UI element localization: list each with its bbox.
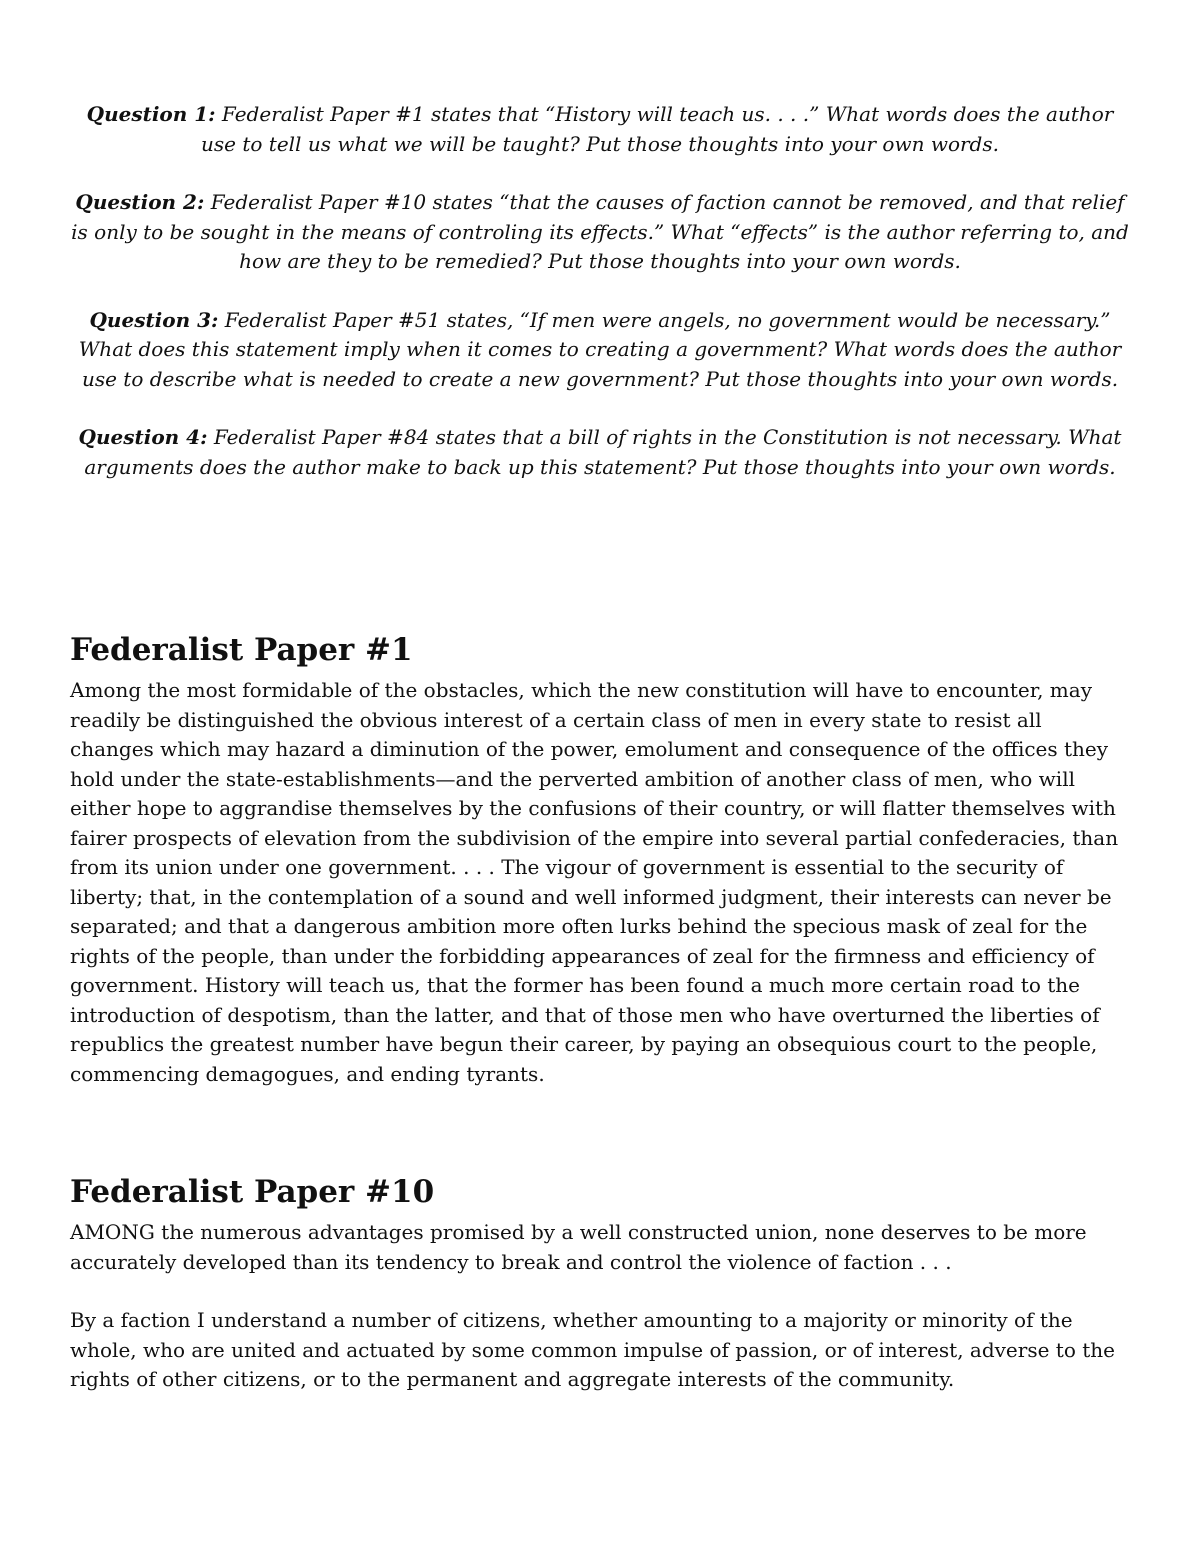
section-paragraph: AMONG the numerous advantages promised by a well constructed union, none deserves to be more accurately developed than its tendency to break and control the violence of faction . . . — [70, 1220, 1087, 1274]
question-label: Question 3: — [89, 307, 219, 332]
question-label: Question 4: — [78, 425, 208, 449]
section-paragraph: By a faction I understand a number of citizens, whether amounting to a majority or minority of the whole, who are united and actuated by some common impulse of passion, or of interest, adverse to the rights of other citizens, or to the permanent and aggregate interests of the community. — [70, 1308, 1115, 1391]
question-label: Question 1: — [86, 102, 216, 126]
section-title: Federalist Paper #10 — [70, 1174, 435, 1210]
section-federalist-10 — [70, 1170, 1130, 1395]
question-text: Federalist Paper #51 states, “If men were angels, no government would be necessary.” What does this statement imply when it comes to creating a government? What words does the author use to describe what is needed to create a new government? Put those thoughts into your own words. — [78, 307, 1122, 391]
section-federalist-1 — [70, 628, 1130, 1089]
question-text: Federalist Paper #84 states that a bill of rights in the Constitution is not necessary. What arguments does the author make to back up this statement? Put those thoughts into your own words. — [84, 425, 1122, 479]
question-1 — [70, 100, 1130, 159]
section-title: Federalist Paper #1 — [70, 632, 413, 668]
question-label: Question 2: — [75, 190, 205, 214]
section-paragraph: Among the most formidable of the obstacles, which the new constitution will have to encounter, may readily be distinguished the obvious interest of a certain class of men in every state to resist all changes which may hazard a diminution of the power, emolument and consequence of the offices they hold under the state-establishments—and the perverted ambition of another class of men, who will either hope to aggrandise themselves by the confusions of their country, or will flatter themselves with fairer prospects of elevation from the subdivision of the empire into several partial confederacies, than from its union under one government. . . . The vigour of government is essential to the security of liberty; that, in the contemplation of a sound and well informed judgment, their interests can never be separated; and that a dangerous ambition more often lurks behind the specious mask of zeal for the rights of the people, than under the forbidding appearances of zeal for the firmness and efficiency of government. History will teach us, that the former has been found a much more certain road to the introduction of despotism, than the latter, and that of those men who have overturned the liberties of republics the greatest number have begun their career, by paying an obsequious court to the people, commencing demagogues, and ending tyrants. — [70, 678, 1119, 1086]
question-text: Federalist Paper #1 states that “History will teach us. . . .” What words does the author use to tell us what we will be taught? Put those thoughts into your own words. — [201, 102, 1114, 156]
question-4 — [70, 423, 1130, 482]
question-2 — [70, 188, 1130, 277]
question-text: Federalist Paper #10 states “that the causes of faction cannot be removed, and that relief is only to be sought in the means of controling its effects.” What “effects” is the author referring to, and how are they to be remedied? Put those thoughts into your own words. — [71, 190, 1129, 273]
question-3 — [70, 306, 1130, 395]
questions-block — [70, 100, 1130, 511]
